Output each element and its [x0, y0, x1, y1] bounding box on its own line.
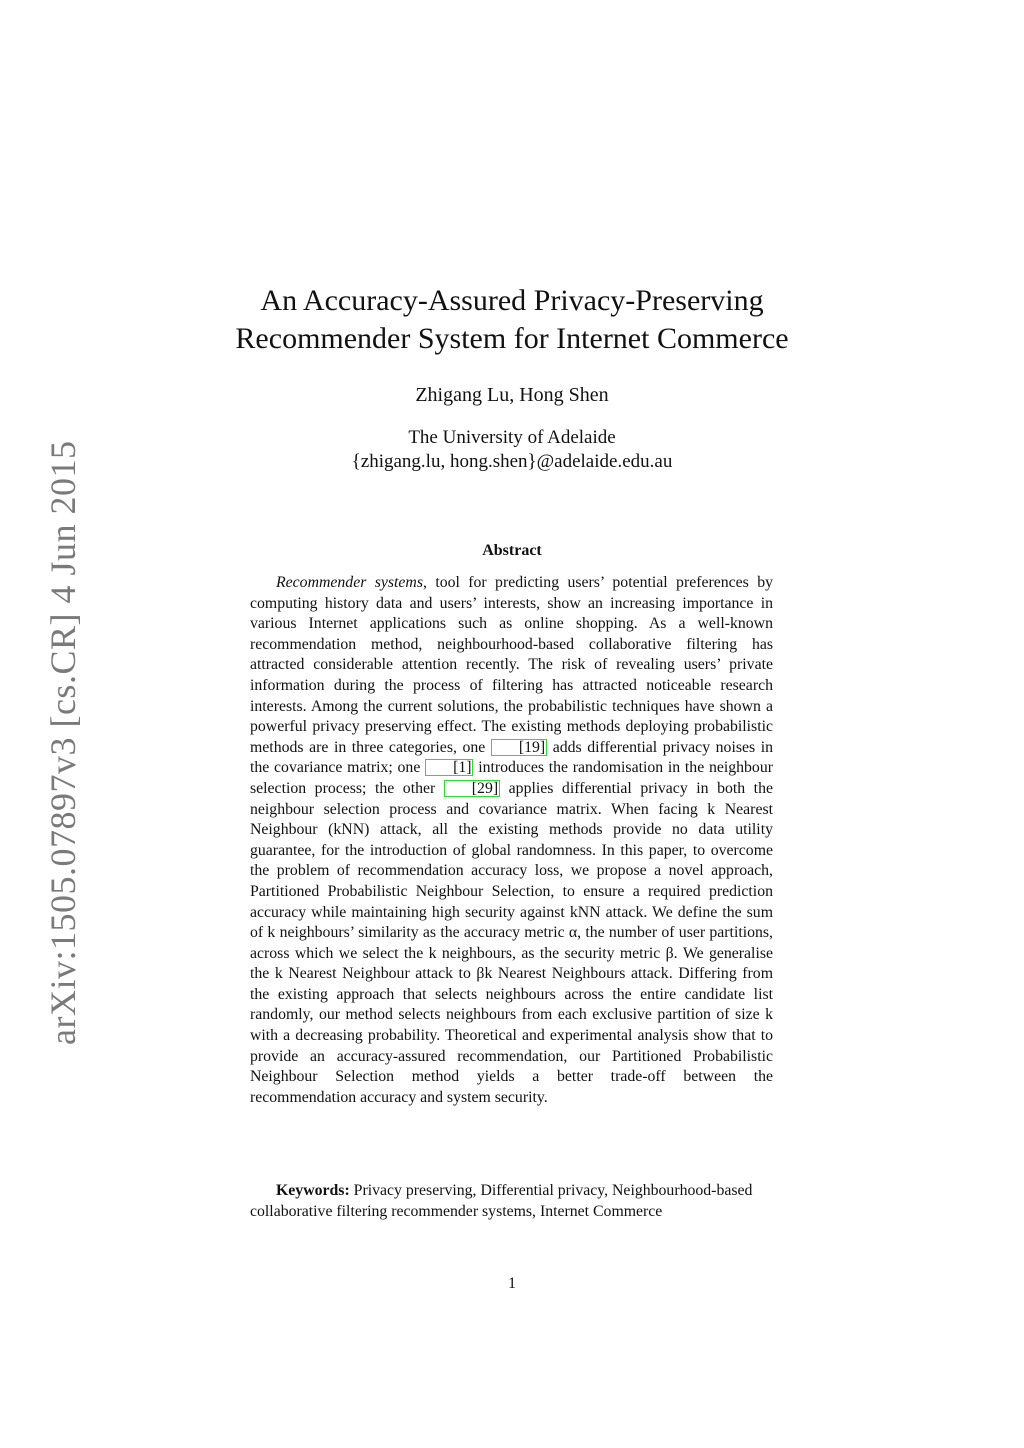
citation-link-29[interactable]: [29]	[444, 780, 500, 797]
arxiv-identifier-stamp: arXiv:1505.07897v3 [cs.CR] 4 Jun 2015	[43, 440, 83, 1045]
keywords-paragraph	[250, 1181, 788, 1222]
title-line-2: Recommender System for Internet Commerce	[235, 322, 789, 355]
abstract-text-2: adds differential privacy noises in the covariance matrix; one	[250, 738, 774, 777]
keywords-text: Privacy preserving, Differential privacy, Neighbourhood-based collaborative filtering recommender systems, Internet Commerce	[250, 1182, 753, 1220]
title-line-1: An Accuracy-Assured Privacy-Preserving	[260, 284, 764, 317]
abstract-body	[250, 573, 773, 1108]
abstract-paragraph	[250, 573, 773, 1108]
affiliation-block	[200, 426, 824, 474]
abstract-heading: Abstract	[482, 542, 542, 559]
keywords-block	[250, 1181, 788, 1222]
abstract-lead-term: Recommender systems	[276, 574, 423, 591]
author-emails: {zhigang.lu, hong.shen}@adelaide.edu.au	[351, 451, 673, 472]
citation-link-1[interactable]: [1]	[425, 759, 473, 776]
citation-link-19[interactable]: [19]	[491, 739, 547, 756]
abstract-text-1: , tool for predicting users’ potential preferences by computing history data and users’ interests, show an increasing importance in various Internet applications such as online shopping. As a well-known recommendation method, neighbourhood-based collaborative filtering has attracted considerable attention recently. The risk of revealing users’ private information during the process of filtering has attracted noticeable research interests. Among the current solutions, the probabilistic techniques have shown a powerful privacy preserving effect. The existing methods deploying probabilistic methods are in three categories, one	[250, 574, 773, 756]
page-number: 1	[508, 1275, 516, 1292]
paper-title	[200, 282, 824, 358]
keywords-label: Keywords:	[276, 1182, 350, 1199]
author-list: Zhigang Lu, Hong Shen	[415, 384, 609, 406]
institution-name: The University of Adelaide	[408, 427, 616, 448]
abstract-text-3: introduces the randomisation in the neighbour selection process; the other	[250, 759, 773, 797]
abstract-text-4: applies differential privacy in both the neighbour selection process and covariance matrix. When facing k Nearest Neighbour (kNN) attack, all the existing methods provide no data utility guarantee, for the introduction of global randomness. In this paper, to overcome the problem of recommendation accuracy loss, we propose a novel approach, Partitioned Probabilistic Neighbour Selection, to ensure a required prediction accuracy while maintaining high security against kNN attack. We define the sum of k neighbours’ similarity as the accuracy metric α, the number of user partitions, across which we select the k neighbours, as the security metric β. We generalise the k Nearest Neighbour attack to βk Nearest Neighbours attack. Differing from the existing approach that selects neighbours across the entire candidate list randomly, our method selects neighbours from each exclusive partition of size k with a decreasing probability. Theoretical and experimental analysis show that to provide an accuracy-assured recommendation, our Partitioned Probabilistic Neighbour Selection method yields a better trade-off between the recommendation accuracy and system security.	[250, 779, 773, 1106]
